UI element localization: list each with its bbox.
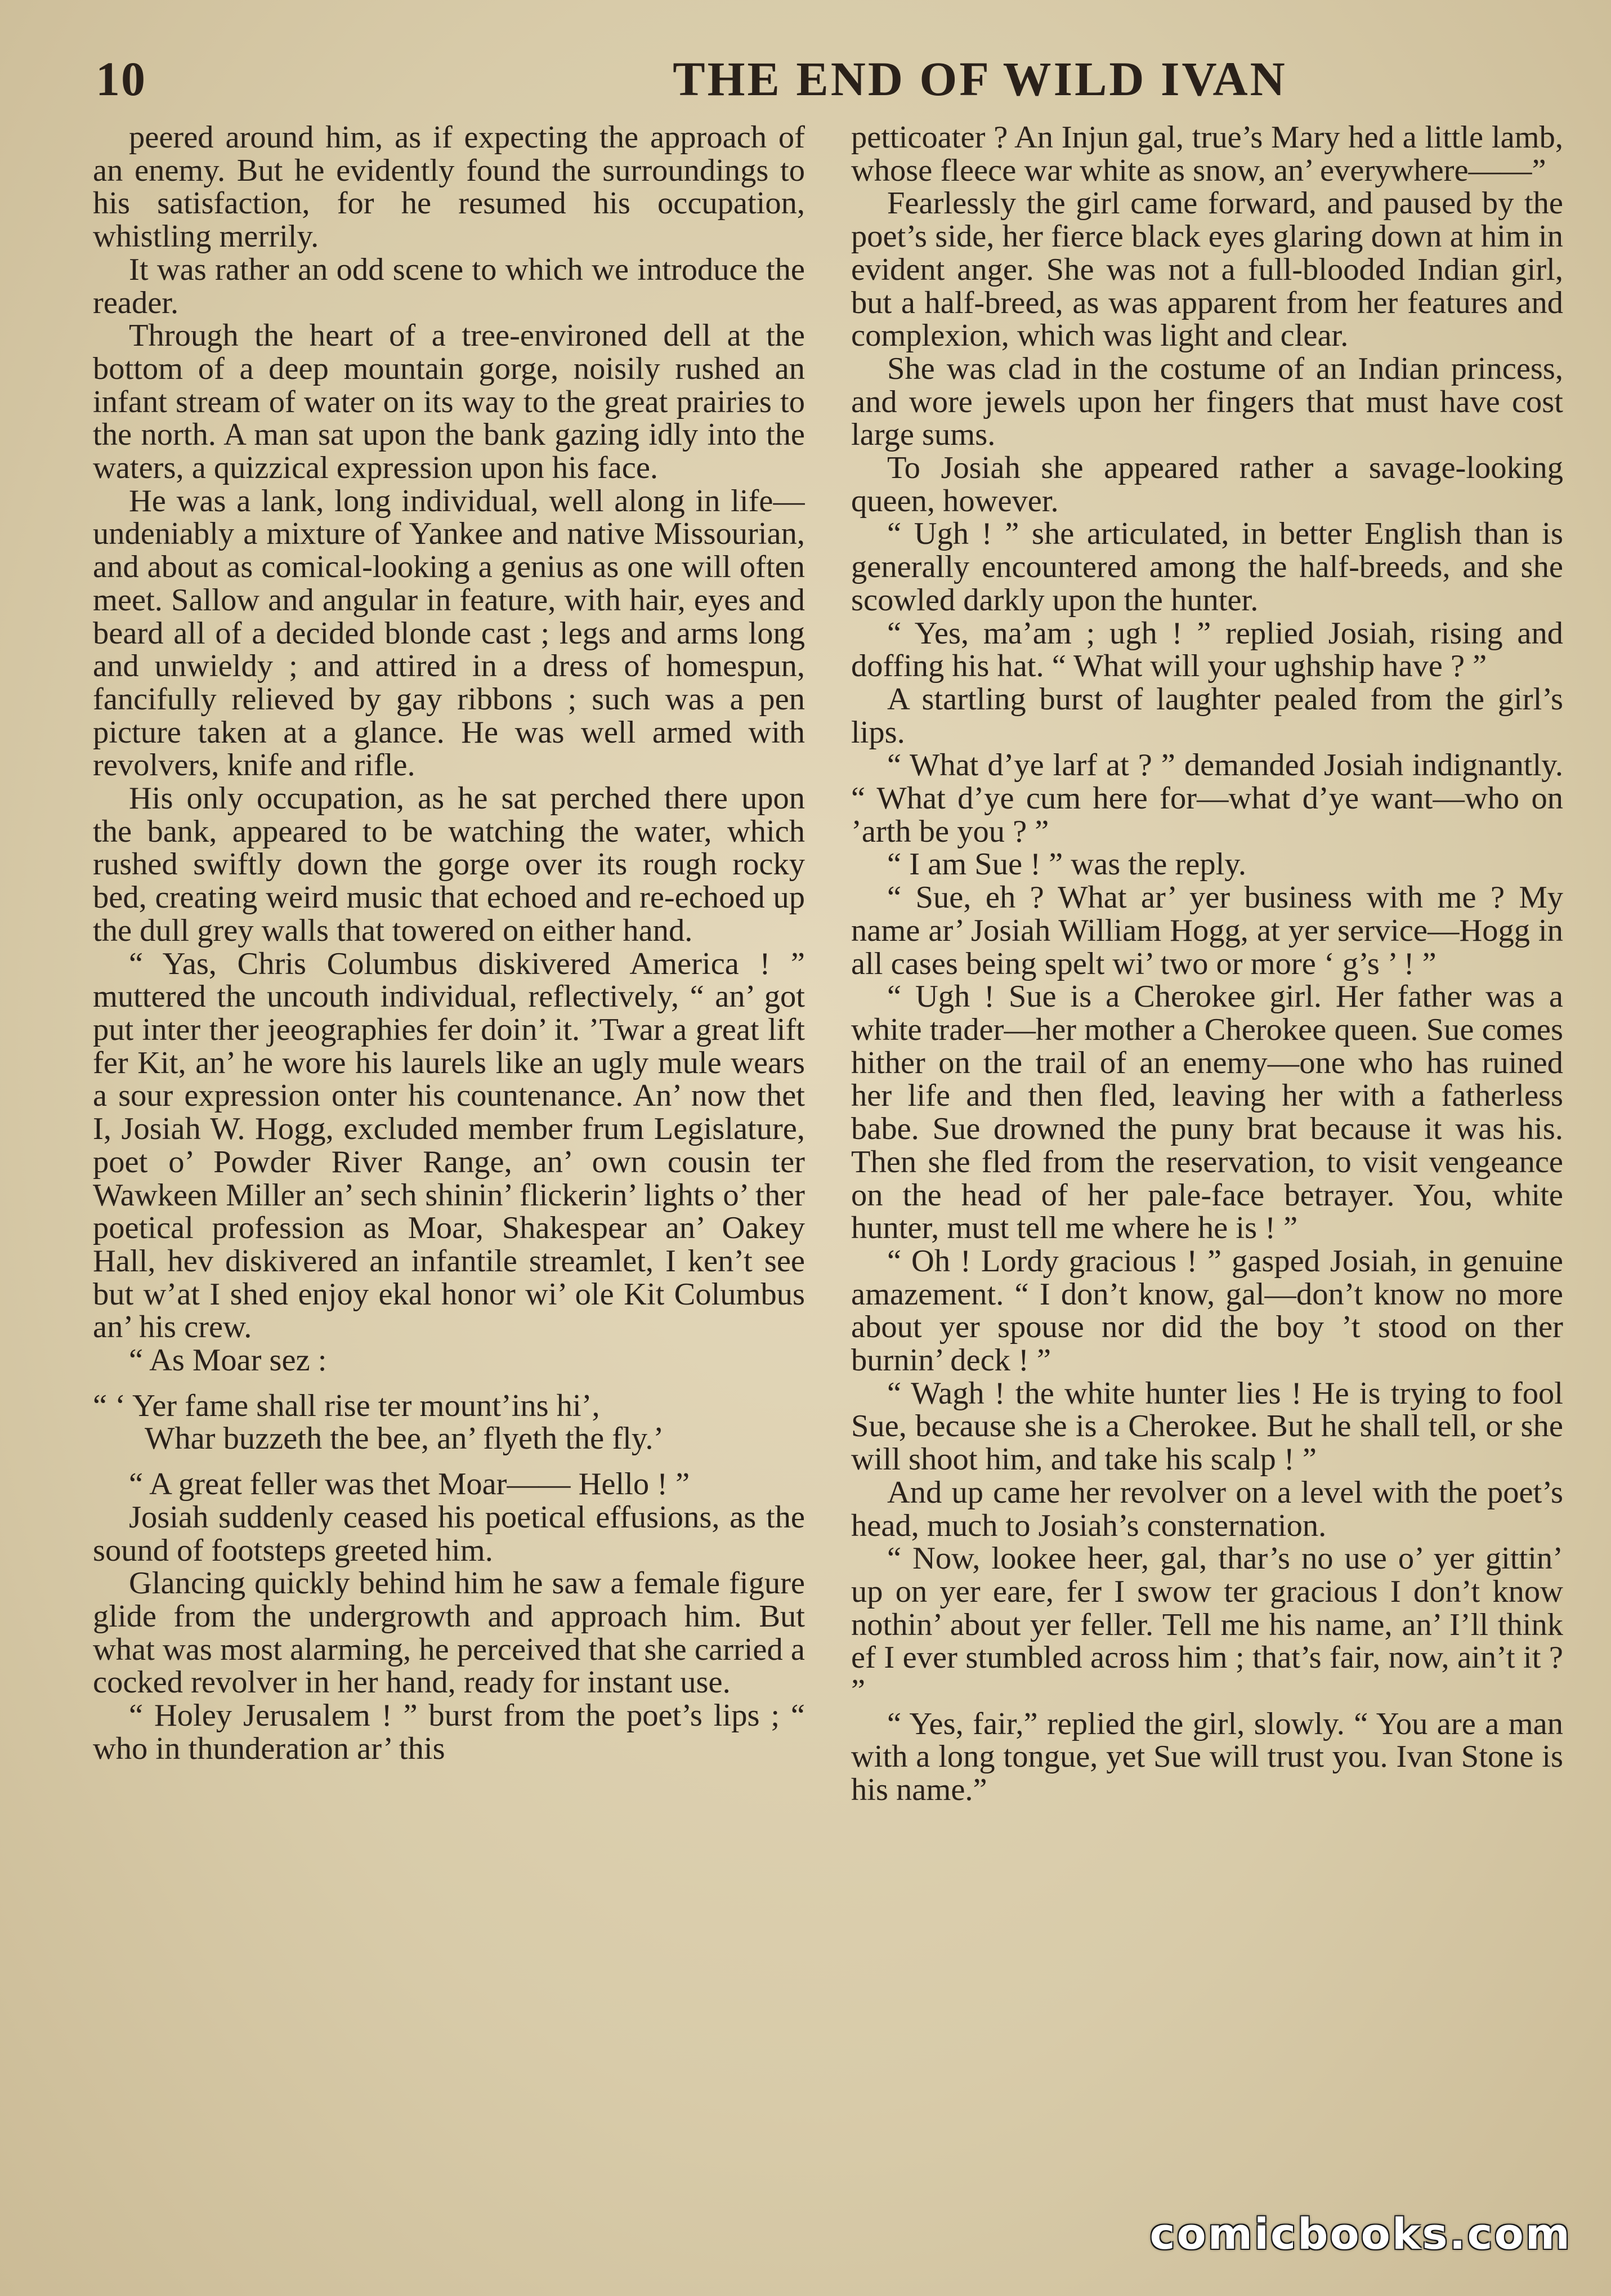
paragraph: It was rather an odd scene to which we introduce the reader. xyxy=(93,252,805,320)
paragraph: “ Yas, Chris Columbus diskivered America ! ” muttered the uncouth individual, reflectively, “ an’ got put inter ther jeeographies fer doin’ it. ’Twar a great lift fer Kit, an’ he wore his laurels like an ugly mule wears a sour expression onter his countenance. An’ now thet I, Josiah W. Hogg, excluded member frum Legislature, poet o’ Powder River Range, an’ own cousin ter Wawkeen Miller an’ sech shinin’ flickerin’ lights o’ ther poetical profession as Moar, Shakespear an’ Oakey Hall, hev diskivered an infantile streamlet, I ken’t see but w’at I shed enjoy ekal honor wi’ ole Kit Columbus an’ his crew. xyxy=(93,946,805,1345)
paragraph: “ Ugh ! Sue is a Cherokee girl. Her father was a white trader—her mother a Cherokee queen. Sue comes hither on the trail of an enemy—one who has ruined her life and then fled, leaving her with a fatherless babe. Sue drowned the puny brat because it was his. Then she fled from the reservation, to visit vengeance on the head of her pale-face betrayer. You, white hunter, must tell me where he is ! ” xyxy=(851,979,1563,1246)
paragraph: “ Wagh ! the white hunter lies ! He is trying to fool Sue, because she is a Cherokee. But he shall tell, or she will shoot him, and take his scalp ! ” xyxy=(851,1375,1563,1477)
paragraph: “ What d’ye larf at ? ” demanded Josiah indignantly. “ What d’ye cum here for—what d’ye want—who on ’arth be you ? ” xyxy=(851,748,1563,849)
paragraph: Fearlessly the girl came forward, and paused by the poet’s side, her fierce black eyes glaring down at him in evident anger. She was not a full-blooded Indian girl, but a half-breed, as was apparent from her features and complexion, which was light and clear. xyxy=(851,186,1563,354)
paragraph: He was a lank, long individual, well along in life—undeniably a mixture of Yankee and native Missourian, and about as comical-looking a genius as one will often meet. Sallow and angular in feature, with hair, eyes and beard all of a decided blonde cast ; legs and arms long and unwieldy ; and attired in a dress of homespun, fancifully relieved by gay ribbons ; such was a pen picture taken at a glance. He was well armed with revolvers, knife and rifle. xyxy=(93,483,805,783)
page-number: 10 xyxy=(96,52,146,106)
paragraph: And up came her revolver on a level with the poet’s head, much to Josiah’s consternation. xyxy=(851,1475,1563,1543)
paragraph: A startling burst of laughter pealed from the girl’s lips. xyxy=(851,681,1563,750)
paragraph: “ I am Sue ! ” was the reply. xyxy=(887,847,1246,882)
paragraph: She was clad in the costume of an Indian princess, and wore jewels upon her fingers that must have cost large sums. xyxy=(851,351,1563,453)
paragraph: “ A great feller was thet Moar—— Hello ! ” xyxy=(129,1467,690,1502)
paragraph: Glancing quickly behind him he saw a female figure glide from the undergrowth and approach him. But what was most alarming, he perceived that she carried a cocked revolver in her hand, ready for instant use. xyxy=(93,1566,805,1700)
paragraph: “ As Moar sez : xyxy=(129,1343,327,1378)
paragraph: peered around him, as if expecting the approach of an enemy. But he evidently found the surroundings to his satisfaction, for he resumed his occupation, whistling merrily. xyxy=(93,121,805,254)
verse-quote xyxy=(93,1390,805,1455)
text-columns xyxy=(93,121,1563,2199)
paragraph: Through the heart of a tree-environed dell at the bottom of a deep mountain gorge, noisily rushed an infant stream of water on its way to the great prairies to the north. A man sat upon the bank gazing idly into the waters, a quizzical expression upon his face. xyxy=(93,318,805,486)
paragraph: To Josiah she appeared rather a savage-looking queen, however. xyxy=(851,450,1563,519)
verse-line: “ ‘ Yer fame shall rise ter mount’ins hi’, xyxy=(93,1388,600,1423)
paragraph: “ Yes, ma’am ; ugh ! ” replied Josiah, rising and doffing his hat. “ What will your ughship have ? ” xyxy=(851,615,1563,684)
paragraph: His only occupation, as he sat perched there upon the bank, appeared to be watching the water, which rushed swiftly down the gorge over its rough rocky bed, creating weird music that echoed and re-echoed up the dull grey walls that towered on either hand. xyxy=(93,781,805,948)
paragraph: “ Oh ! Lordy gracious ! ” gasped Josiah, in genuine amazement. “ I don’t know, gal—don’t know no more about yer spouse nor did the boy ’t stood on ther burnin’ deck ! ” xyxy=(851,1243,1563,1378)
right-column xyxy=(851,121,1563,2199)
site-watermark: comicbooks.com xyxy=(1149,2209,1572,2259)
running-title: THE END OF WILD IVAN xyxy=(673,52,1287,106)
paragraph: “ Yes, fair,” replied the girl, slowly. “ You are a man with a long tongue, yet Sue will trust you. Ivan Stone is his name.” xyxy=(851,1706,1563,1808)
paragraph: “ Holey Jerusalem ! ” burst from the poet’s lips ; “ who in thunderation ar’ this xyxy=(93,1698,805,1766)
paragraph: “ Now, lookee heer, gal, thar’s no use o’ yer gittin’ up on yer eare, fer I swow ter gracious I don’t know nothin’ about yer feller. Tell me his name, an’ I’ll think ef I ever stumbled across him ; that’s fair, now, ain’t it ? ” xyxy=(851,1541,1563,1709)
page-header xyxy=(96,39,1549,118)
left-column xyxy=(93,121,805,2199)
paragraph: petticoater ? An Injun gal, true’s Mary hed a little lamb, whose fleece war white as snow, an’ everywhere——” xyxy=(851,121,1563,188)
paragraph: “ Sue, eh ? What ar’ yer business with me ? My name ar’ Josiah William Hogg, at yer service—Hogg in all cases being spelt wi’ two or more ‘ g’s ’ ! ” xyxy=(851,880,1563,981)
paragraph: Josiah suddenly ceased his poetical effusions, as the sound of footsteps greeted him. xyxy=(93,1499,805,1568)
verse-line: Whar buzzeth the bee, an’ flyeth the fly.’ xyxy=(145,1421,664,1457)
paragraph: “ Ugh ! ” she articulated, in better English than is generally encountered among the half-breeds, and she scowled darkly upon the hunter. xyxy=(851,516,1563,618)
